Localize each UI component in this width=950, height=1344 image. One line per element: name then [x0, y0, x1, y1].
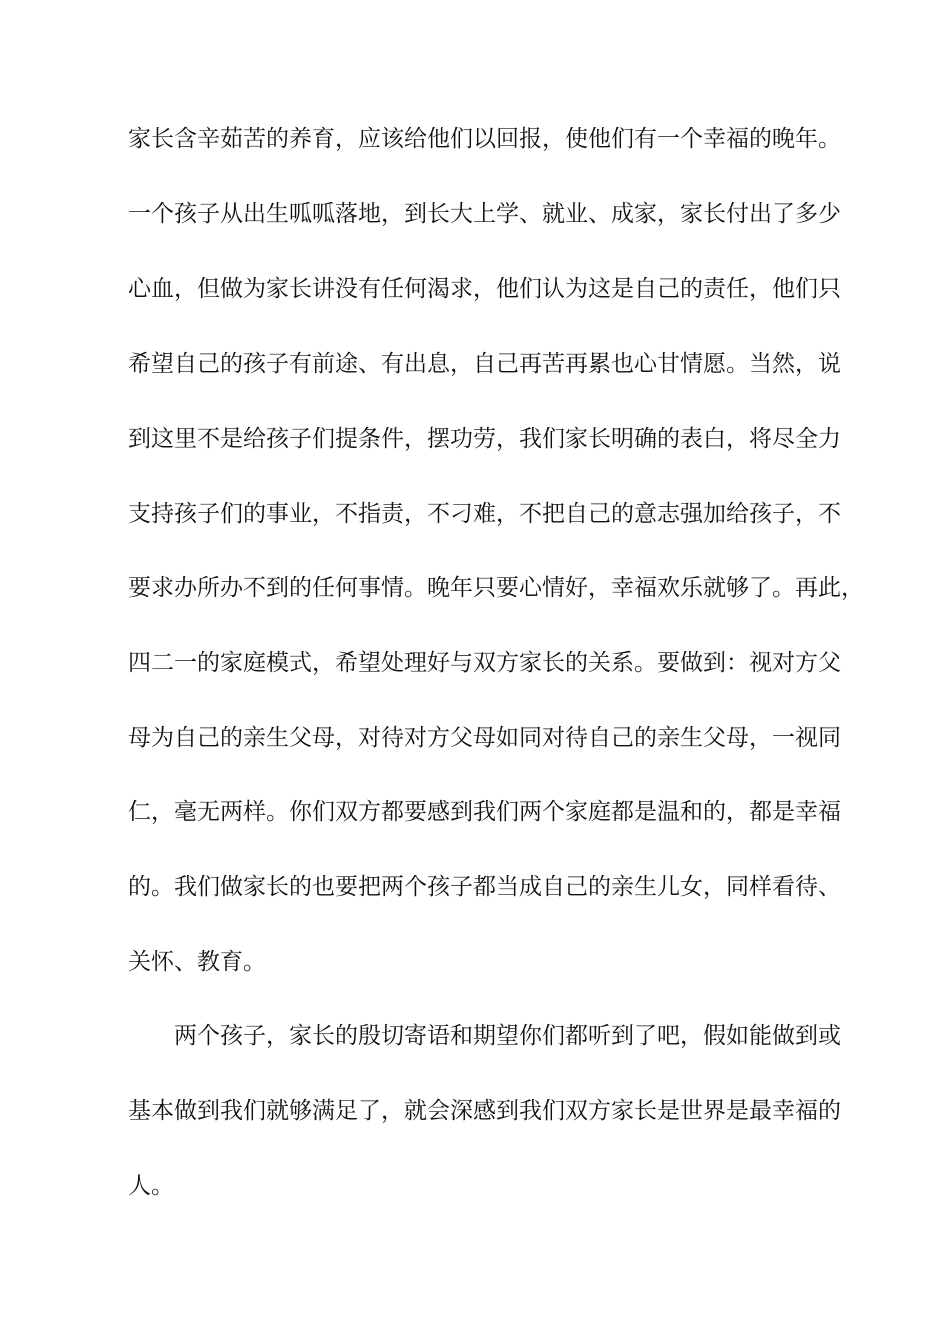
text-line: 关怀、教育。	[128, 949, 266, 975]
text-line: 支持孩子们的事业，不指责，不刁难，不把自己的意志强加给孩子，不	[128, 501, 841, 527]
text-line: 的。我们做家长的也要把两个孩子都当成自己的亲生儿女，同样看待、	[128, 874, 841, 900]
text-line: 到这里不是给孩子们提条件，摆功劳，我们家长明确的表白，将尽全力	[128, 426, 841, 452]
text-line: 要求办所办不到的任何事情。晚年只要心情好，幸福欢乐就够了。再此，	[128, 575, 864, 601]
text-line: 母为自己的亲生父母，对待对方父母如同对待自己的亲生父母，一视同	[128, 725, 841, 751]
paragraph-first-line: 两个孩子，家长的殷切寄语和期望你们都听到了吧，假如能做到或	[174, 1023, 841, 1049]
text-line: 基本做到我们就够满足了，就会深感到我们双方家长是世界是最幸福的	[128, 1098, 841, 1124]
text-line: 一个孩子从出生呱呱落地，到长大上学、就业、成家，家长付出了多少	[128, 201, 841, 227]
text-line: 希望自己的孩子有前途、有出息，自己再苦再累也心甘情愿。当然，说	[128, 351, 841, 377]
text-line: 心血，但做为家长讲没有任何渴求，他们认为这是自己的责任，他们只	[128, 276, 841, 302]
text-line: 人。	[128, 1173, 174, 1199]
text-line: 四二一的家庭模式，希望处理好与双方家长的关系。要做到：视对方父	[128, 650, 841, 676]
text-line: 家长含辛茹苦的养育，应该给他们以回报，使他们有一个幸福的晚年。	[128, 126, 841, 152]
text-line: 仁，毫无两样。你们双方都要感到我们两个家庭都是温和的，都是幸福	[128, 799, 841, 825]
